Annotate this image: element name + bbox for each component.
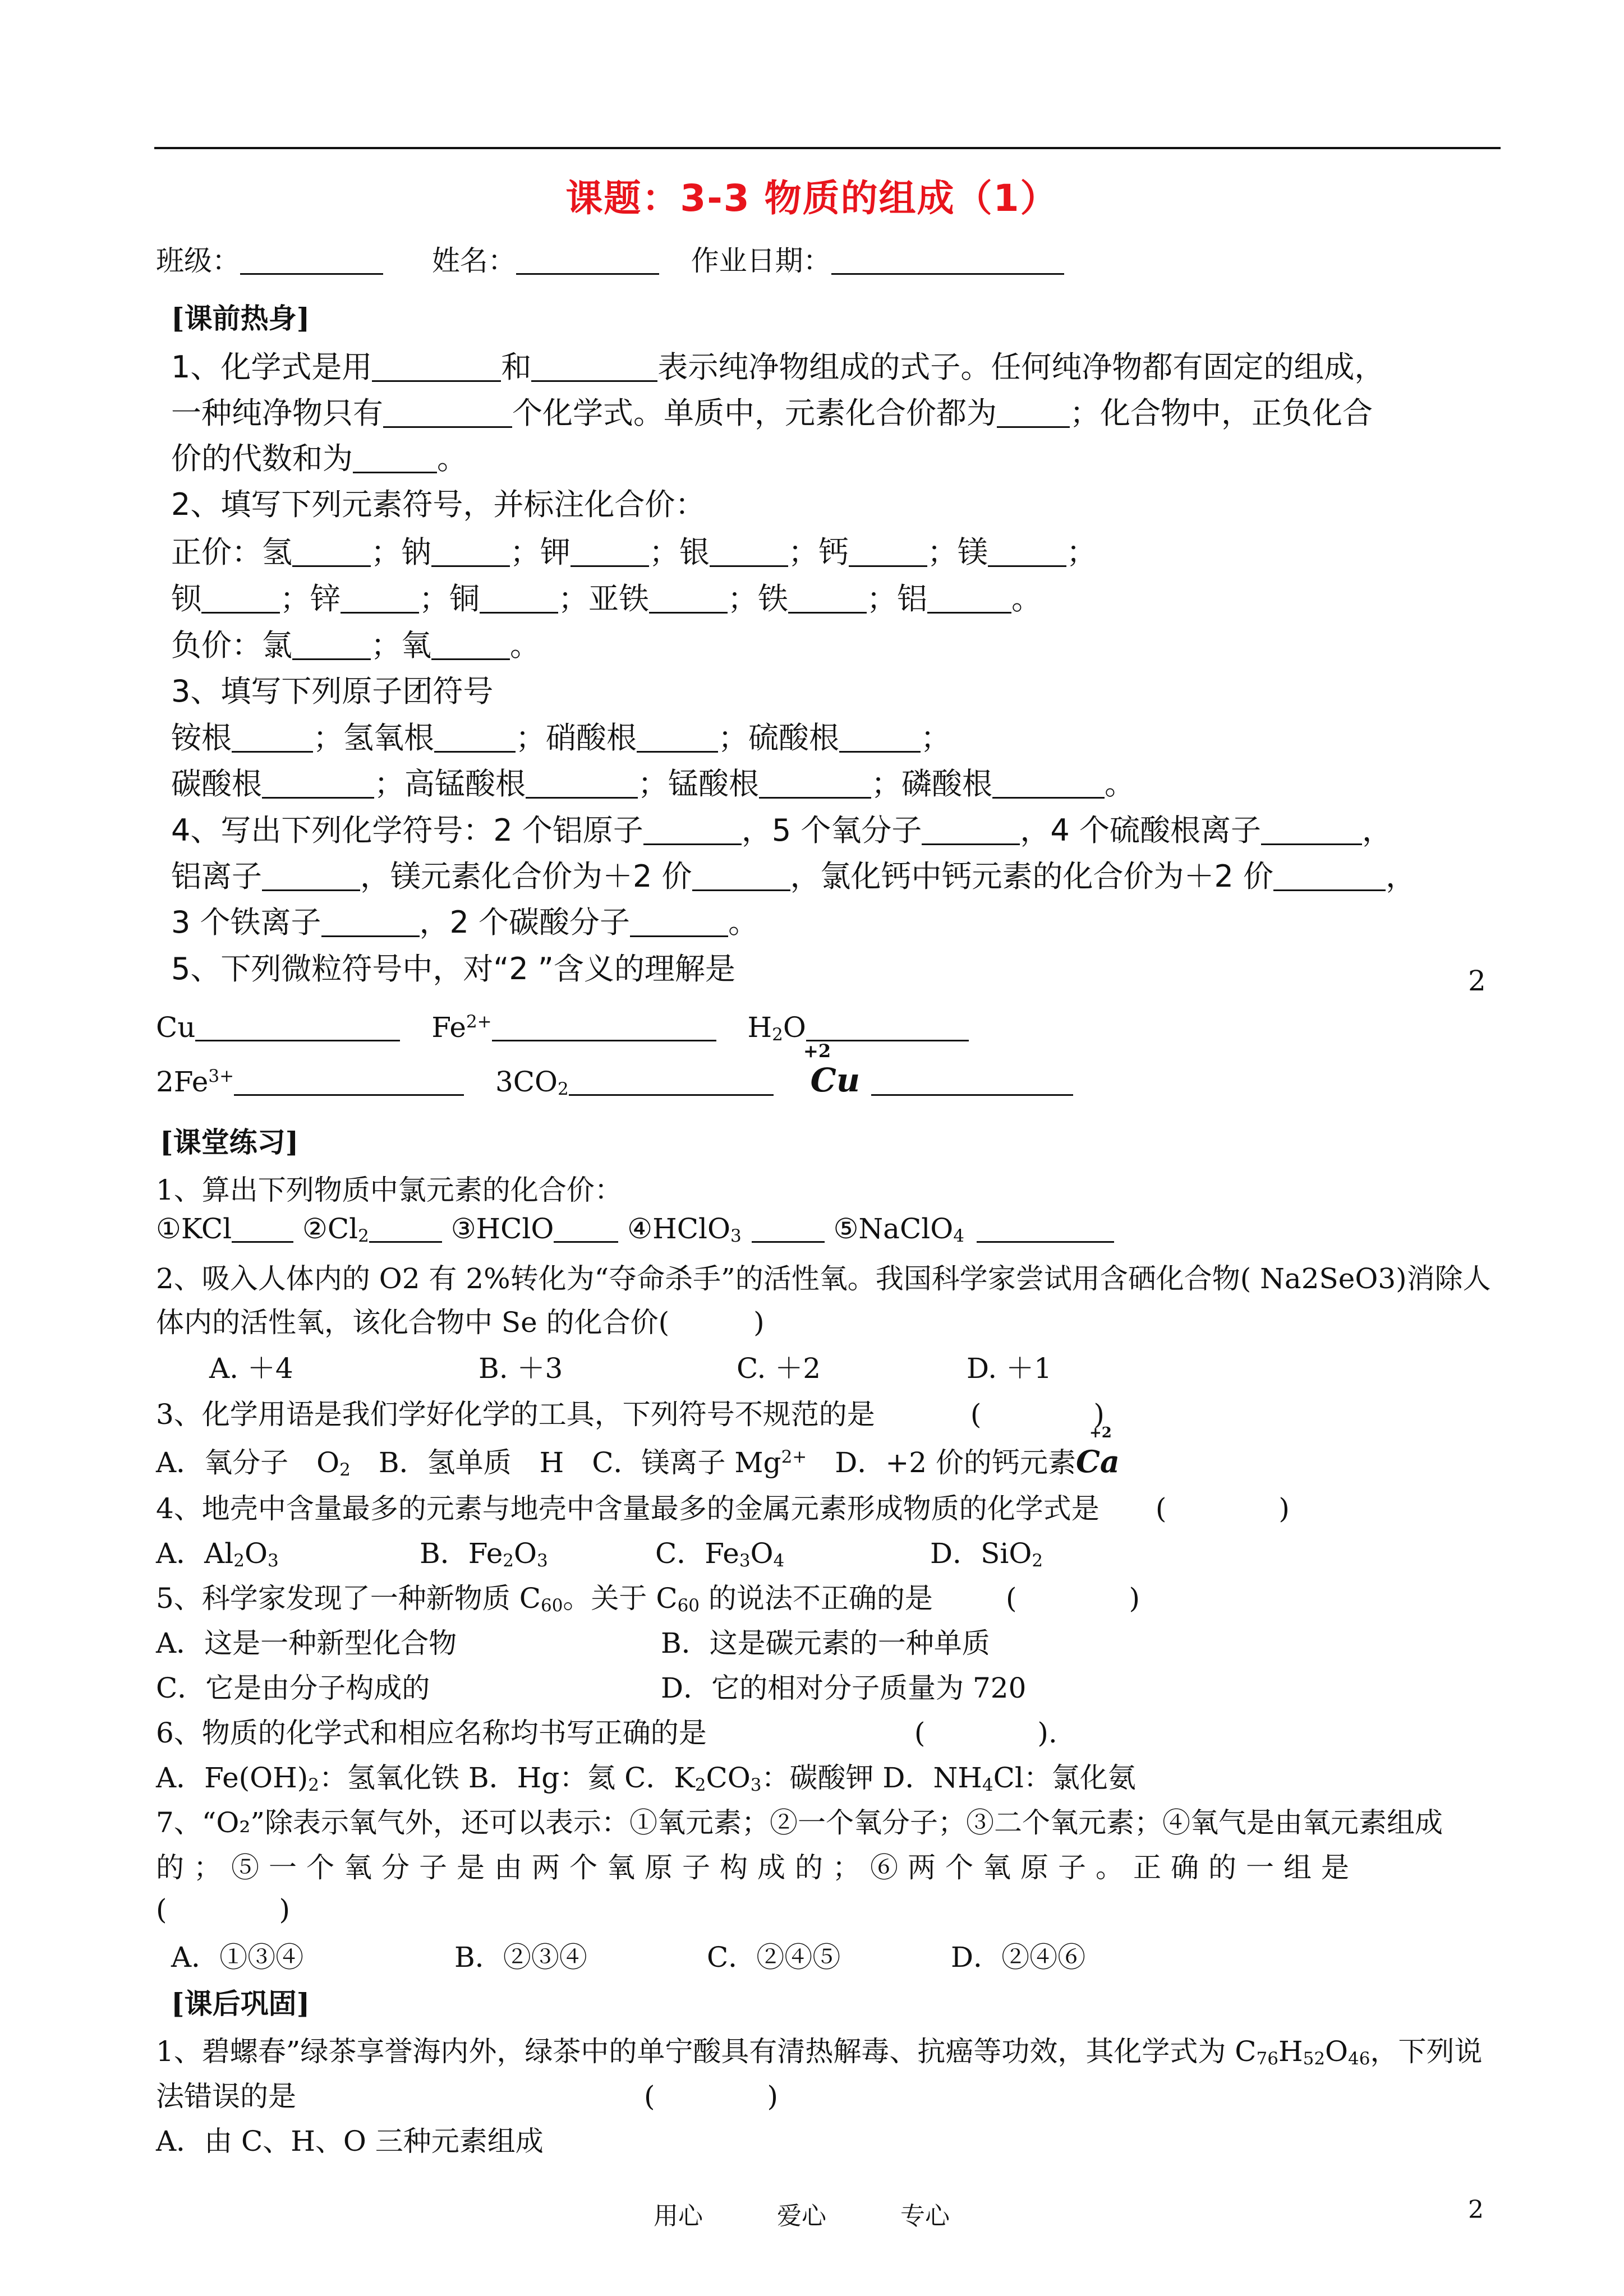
q1-text-c: 表示纯净物组成的式子。任何纯净物都有固定的组成， <box>657 349 1385 385</box>
answer-paren[interactable]: ( ) <box>1005 1582 1140 1615</box>
option-a[interactable]: A. ＋4 <box>209 1352 293 1385</box>
stem-text: H <box>1278 2035 1303 2068</box>
answer-paren[interactable]: ( ). <box>914 1717 1057 1749</box>
stem-text: 。关于 C <box>563 1582 678 1615</box>
option-d[interactable] <box>930 1537 1043 1570</box>
cw-q3-options <box>156 1440 1120 1481</box>
q4-text: 4、写出下列化学符号：2 个铝原子 <box>171 813 643 848</box>
q4-text: 。 <box>728 905 759 940</box>
warmup-q4-line1: 4、写出下列化学符号：2 个铝原子 ，5 个氧分子 ，4 个硫酸根离子 ， <box>171 813 1392 848</box>
footer-motto: 用心 爱心 专心 <box>654 2202 950 2230</box>
symbol-2fe: 2Fe <box>156 1066 209 1098</box>
element-name: 银 <box>679 534 710 570</box>
answer-paren[interactable]: ( ) <box>970 1398 1105 1431</box>
homework-heading: [课后巩固] <box>171 1987 310 2020</box>
cw-q1-blank[interactable] <box>554 1213 618 1243</box>
stem-text: ，下列说 <box>1370 2035 1483 2068</box>
q1-blank-2[interactable] <box>531 350 657 382</box>
q1-blank-5[interactable] <box>353 441 437 473</box>
element-blank[interactable] <box>710 535 788 567</box>
cw-q7-line2: 的；⑤一个氧分子是由两个氧原子构成的；⑥两个氧原子。正确的一组是 <box>156 1851 1359 1884</box>
element-name: 钾 <box>540 534 571 570</box>
name-label: 姓名： <box>431 245 516 277</box>
cu-valence: +2 <box>803 1040 831 1062</box>
q5-blank[interactable] <box>492 1012 716 1041</box>
radical-blank[interactable] <box>232 721 313 753</box>
warmup-q5-stem: 5、下列微粒符号中，对“2 ”含义的理解是 <box>171 951 735 986</box>
cw-q4-stem <box>156 1486 1290 1527</box>
cw-q6-stem <box>156 1711 1057 1751</box>
option-a[interactable]: A．①③④ <box>171 1941 304 1974</box>
q5-blank[interactable] <box>806 1012 969 1041</box>
warmup-q1-line1 <box>171 343 1384 386</box>
element-name: 氧 <box>401 628 431 663</box>
radical-name: 高锰酸根 <box>404 766 526 801</box>
option-a[interactable]: A．这是一种新型化合物 <box>156 1627 457 1659</box>
option-a[interactable] <box>156 1531 420 1571</box>
element-blank[interactable] <box>988 535 1066 567</box>
class-label: 班级： <box>156 245 240 277</box>
radical-name: 磷酸根 <box>901 766 992 801</box>
q5-blank[interactable] <box>195 1012 400 1041</box>
option-d[interactable]: D．②④⑥ <box>951 1941 1086 1974</box>
element-name: 亚铁 <box>588 581 649 616</box>
cw-q1-blank[interactable] <box>369 1213 442 1243</box>
option-b[interactable]: B．这是碳元素的一种单质 <box>661 1627 990 1659</box>
q1-blank-4[interactable] <box>997 396 1070 428</box>
q5-blank[interactable] <box>234 1066 464 1096</box>
opt-text: ：碳酸钾 <box>761 1762 874 1794</box>
stem-text: 的说法不正确的是 <box>700 1582 933 1615</box>
option-b[interactable]: B. ＋3 <box>479 1352 563 1385</box>
warmup-q2-row2: 钡 ；锌 ；铜 ；亚铁 ；铁 ；铝 。 <box>171 581 1042 616</box>
cw-q1-blank[interactable] <box>977 1213 1114 1243</box>
radical-blank[interactable] <box>839 721 921 753</box>
symbol-cu: Cu <box>156 1011 196 1044</box>
option-b[interactable]: B．氢单质 H <box>378 1446 564 1479</box>
radical-blank[interactable] <box>637 721 718 753</box>
element-blank[interactable] <box>292 535 371 567</box>
warmup-q1-line3 <box>171 435 467 478</box>
hw-q1-line2 <box>156 2074 778 2114</box>
subscript: 3 <box>739 1551 751 1571</box>
charge: 3+ <box>208 1066 234 1086</box>
element-name: 镁 <box>958 534 988 570</box>
cw-q5-stem <box>156 1576 1140 1616</box>
q5-blank[interactable] <box>569 1066 774 1096</box>
subscript: 2 <box>1032 1551 1043 1571</box>
date-label: 作业日期： <box>691 245 831 277</box>
class-field[interactable] <box>240 245 383 275</box>
option-c[interactable] <box>624 1762 873 1794</box>
option: ③HClO <box>450 1212 554 1245</box>
q5-row2 <box>156 1061 1073 1099</box>
radical-name: 铵根 <box>171 720 232 755</box>
symbol-fe: Fe <box>431 1011 466 1044</box>
element-blank[interactable] <box>480 582 558 614</box>
q4-blank[interactable] <box>692 859 790 891</box>
q4-blank[interactable] <box>1261 813 1362 845</box>
warmup-q3-stem: 3、填写下列原子团符号 <box>171 674 494 709</box>
stem-text: 1、碧螺春”绿茶享誉海内外，绿茶中的单宁酸具有清热解毒、抗癌等功效，其化学式为 C <box>156 2035 1257 2068</box>
q1-text-g: 价的代数和为 <box>171 441 353 476</box>
page-title: 课题：3-3 物质的组成（1） <box>565 177 1059 220</box>
option-b[interactable] <box>420 1531 655 1571</box>
option-a[interactable]: A．氧分子 O <box>156 1446 340 1479</box>
stem-text: O <box>1325 2035 1349 2068</box>
radical-blank[interactable] <box>759 767 871 799</box>
subscript: 2 <box>308 1775 319 1796</box>
q4-blank[interactable] <box>262 859 360 891</box>
subscript: 2 <box>558 1079 569 1100</box>
subscript: 2 <box>503 1551 514 1571</box>
subscript: 2 <box>694 1775 706 1796</box>
radical-name: 碳酸根 <box>171 766 262 801</box>
element-name: 钙 <box>818 534 849 570</box>
opt-text: Cl：氯化氨 <box>993 1762 1136 1794</box>
answer-paren[interactable]: ( ) <box>644 2080 779 2113</box>
q4-text: 3 个铁离子 <box>171 905 321 940</box>
element-blank[interactable] <box>431 628 510 660</box>
charge: 2+ <box>781 1446 807 1467</box>
radical-blank[interactable] <box>434 721 516 753</box>
subscript: 76 <box>1256 2049 1278 2069</box>
radical-name: 硝酸根 <box>546 720 637 755</box>
element-name: 氯 <box>262 628 292 663</box>
symbol-h: H <box>747 1011 772 1044</box>
subscript: 60 <box>677 1596 700 1616</box>
cw-q1-options <box>156 1212 1114 1245</box>
stem-text: 6、物质的化学式和相应名称均书写正确的是 <box>156 1717 707 1749</box>
q4-text: ，氯化钙中钙元素的化合价为＋2 价 <box>790 859 1274 894</box>
opt-text: O <box>244 1537 268 1570</box>
subscript: 4 <box>773 1551 785 1571</box>
opt-text: O <box>750 1537 774 1570</box>
element-blank[interactable] <box>788 582 867 614</box>
symbol-cu-valence: Cu <box>810 1061 861 1099</box>
element-name: 氢 <box>262 534 292 570</box>
q4-blank[interactable] <box>1273 859 1386 891</box>
option-c[interactable]: C．②④⑤ <box>707 1941 841 1974</box>
option-d[interactable]: D．它的相对分子质量为 720 <box>661 1672 1027 1704</box>
element-name: 铁 <box>758 581 788 616</box>
element-blank[interactable] <box>649 582 728 614</box>
element-blank[interactable] <box>849 535 927 567</box>
opt-text: D．SiO <box>930 1537 1032 1570</box>
subscript: 3 <box>537 1551 548 1571</box>
opt-text: O <box>514 1537 537 1570</box>
option-c[interactable] <box>655 1531 930 1571</box>
subscript: 2 <box>358 1226 369 1247</box>
subscript: 2 <box>339 1460 351 1481</box>
charge: 2+ <box>466 1011 492 1032</box>
cw-q6-options <box>156 1755 1136 1796</box>
option: ①KCl <box>156 1212 232 1245</box>
warmup-q1-line2 <box>171 389 1373 432</box>
element-name: 铜 <box>449 581 480 616</box>
q1-blank-3[interactable] <box>383 396 512 428</box>
stem-text: 法错误的是 <box>156 2080 296 2113</box>
q1-text-f: ；化合物中，正负化合 <box>1070 395 1373 431</box>
opt-text: A．Al <box>156 1537 234 1570</box>
opt-text: ：氢氧化铁 <box>319 1762 459 1794</box>
footer-page-number: 2 <box>1468 2196 1484 2224</box>
option-c[interactable]: C．它是由分子构成的 <box>156 1672 430 1704</box>
subscript: 4 <box>953 1226 964 1247</box>
q4-text: ，镁元素化合价为＋2 价 <box>360 859 692 894</box>
element-name: 铝 <box>897 581 927 616</box>
element-blank[interactable] <box>292 628 371 660</box>
warmup-q3-row2: 碳酸根 ；高锰酸根 ；锰酸根 ；磷酸根 。 <box>171 766 1135 801</box>
name-field[interactable] <box>516 245 659 275</box>
opt-text: CO <box>706 1762 751 1794</box>
cw-q4-options <box>156 1531 1043 1571</box>
ca-valence: +2 <box>1089 1424 1112 1441</box>
opt-text: C．K <box>624 1762 695 1794</box>
option-d[interactable] <box>882 1762 1135 1794</box>
option-b[interactable]: B．②③④ <box>454 1941 587 1974</box>
cw-q1-blank[interactable] <box>232 1213 293 1243</box>
q4-blank[interactable] <box>630 905 728 937</box>
cw-q1-blank[interactable] <box>752 1213 825 1243</box>
subscript: 60 <box>540 1596 563 1616</box>
stem-text: 4、地壳中含量最多的元素与地壳中含量最多的金属元素形成物质的化学式是 <box>156 1492 1099 1525</box>
element-blank[interactable] <box>571 535 649 567</box>
option-a[interactable] <box>156 1762 459 1794</box>
option: ④HClO <box>627 1212 730 1245</box>
element-blank[interactable] <box>927 582 1011 614</box>
radical-name: 氢氧根 <box>343 720 434 755</box>
q1-text-h: 。 <box>437 441 467 476</box>
cw-q7-line3: ( ) <box>156 1893 291 1926</box>
subscript: 3 <box>267 1551 279 1571</box>
radical-name: 锰酸根 <box>668 766 759 801</box>
q4-blank[interactable] <box>643 813 742 845</box>
warmup-heading: [课前热身] <box>171 302 310 335</box>
opt-text: A．Fe(OH) <box>156 1762 309 1794</box>
stem-text: 5、科学家发现了一种新物质 C <box>156 1582 541 1615</box>
element-name: 锌 <box>310 581 341 616</box>
element-blank[interactable] <box>431 535 510 567</box>
cw-q7-line1: 7、“O₂”除表示氧气外，还可以表示：①氧元素；②一个氧分子；③二个氧元素；④氧气是由氧元素组成 <box>156 1806 1443 1839</box>
symbol-o: O <box>783 1011 806 1044</box>
subscript: 2 <box>233 1551 245 1571</box>
cw-q5-options-2 <box>156 1666 1026 1706</box>
radical-name: 硫酸根 <box>748 720 839 755</box>
cw-q2-line1: 2、吸入人体内的 O2 有 2%转化为“夺命杀手”的活性氧。我国科学家尝试用含硒化合物( Na2SeO3)消除人 <box>156 1262 1491 1295</box>
opt-text: D．NH <box>882 1762 982 1794</box>
q4-text: 铝离子 <box>171 859 262 894</box>
cw-q5-options-1 <box>156 1621 990 1661</box>
q4-text: ，5 个氧分子 <box>741 813 922 848</box>
classwork-heading: [课堂练习] <box>160 1126 299 1159</box>
warmup-q2-row3: 负价：氯 ；氧 。 <box>171 628 540 663</box>
subscript: 52 <box>1303 2049 1326 2069</box>
q1-blank-1[interactable] <box>372 350 501 382</box>
margin-page-number: 2 <box>1468 965 1486 997</box>
cw-q7-options <box>171 1935 1085 1975</box>
option-c[interactable]: C．镁离子 Mg <box>592 1446 781 1479</box>
option: ⑤NaClO <box>833 1212 954 1245</box>
q4-text: ，2 个碳酸分子 <box>419 905 631 940</box>
radical-blank[interactable] <box>262 767 374 799</box>
warmup-q4-line3 <box>171 898 758 942</box>
option-d[interactable]: D．+2 价的钙元素 <box>835 1446 1076 1479</box>
element-blank[interactable] <box>201 582 280 614</box>
cw-q1-stem: 1、算出下列物质中氯元素的化合价： <box>156 1174 623 1206</box>
element-name: 钠 <box>401 534 431 570</box>
option-d[interactable]: D. ＋1 <box>967 1352 1052 1385</box>
opt-text: C．Fe <box>655 1537 739 1570</box>
q4-text: ，4 个硫酸根离子 <box>1020 813 1261 848</box>
positive-label: 正价： <box>171 534 262 570</box>
subscript: 46 <box>1348 2049 1370 2069</box>
warmup-q3-row1: 铵根 ；氢氧根 ；硝酸根 ；硫酸根 ； <box>171 720 951 755</box>
subscript: 2 <box>772 1025 783 1045</box>
cw-q2-line2: 体内的活性氧，该化合物中 Se 的化合价( ) <box>156 1306 765 1339</box>
cw-q2-options <box>209 1346 1052 1386</box>
warmup-q2-row1: 正价：氢 ；钠 ；钾 ；银 ；钙 ；镁 ； <box>171 534 1097 570</box>
subscript: 4 <box>982 1775 993 1796</box>
q1-text-e: 个化学式。单质中，元素化合价都为 <box>512 395 997 431</box>
warmup-q2-stem: 2、填写下列元素符号，并标注化合价： <box>171 487 706 522</box>
radical-blank[interactable] <box>526 767 638 799</box>
negative-label: 负价： <box>171 628 262 663</box>
q1-text-a: 1、化学式是用 <box>171 349 372 385</box>
top-rule <box>154 147 1501 149</box>
q4-blank[interactable] <box>922 813 1020 845</box>
q1-text-d: 一种纯净物只有 <box>171 395 383 431</box>
q5-row1 <box>156 1011 969 1044</box>
symbol-3co2: 3CO <box>495 1066 558 1098</box>
answer-paren[interactable]: ( ) <box>1155 1492 1290 1525</box>
q4-blank[interactable] <box>321 905 420 937</box>
option: ②Cl <box>302 1212 358 1245</box>
q5-blank[interactable] <box>871 1066 1073 1096</box>
date-field[interactable] <box>831 245 1064 275</box>
hw-q1-option-a[interactable]: A．由 C、H、O 三种元素组成 <box>156 2125 544 2157</box>
stem-text: 3、化学用语是我们学好化学的工具，下列符号不规范的是 <box>156 1398 875 1431</box>
option-c[interactable]: C. ＋2 <box>737 1352 821 1385</box>
cw-q3-stem <box>156 1392 1105 1432</box>
subscript: 3 <box>730 1226 742 1247</box>
opt-text: B．Fe <box>420 1537 503 1570</box>
q1-text-b: 和 <box>501 349 532 385</box>
radical-blank[interactable] <box>992 767 1105 799</box>
element-blank[interactable] <box>341 582 419 614</box>
hw-q1-line1 <box>156 2029 1483 2069</box>
symbol-ca: Ca <box>1075 1444 1120 1479</box>
warmup-q4-line2: 铝离子 ，镁元素化合价为＋2 价 ，氯化钙中钙元素的化合价为＋2 价 ， <box>171 859 1416 894</box>
subscript: 3 <box>750 1775 762 1796</box>
option-b[interactable]: B．Hg：氦 <box>468 1762 616 1794</box>
student-info-line <box>156 238 1064 279</box>
element-name: 钡 <box>171 581 201 616</box>
